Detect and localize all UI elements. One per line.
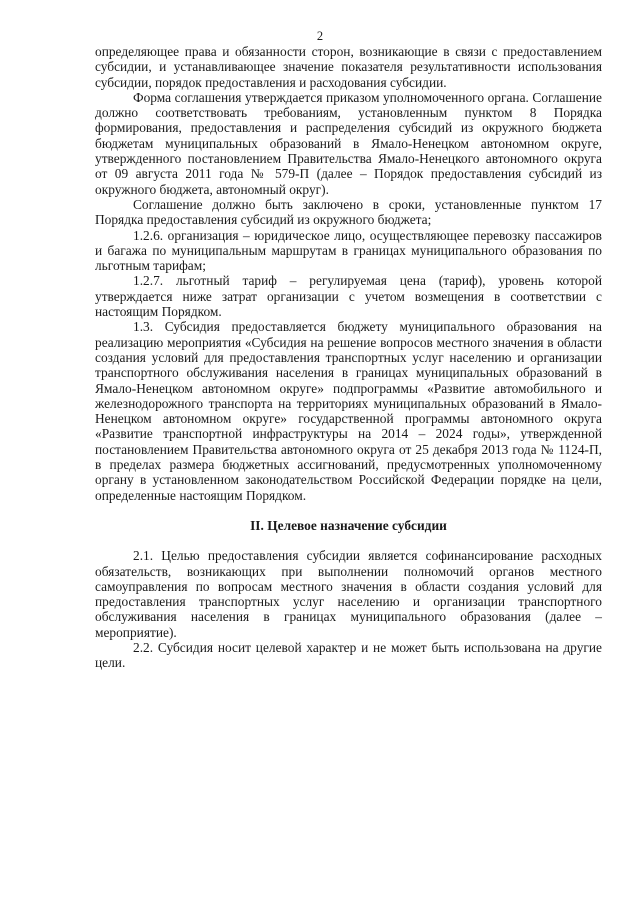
paragraph-agreement-definition: определяющее права и обязанности сторон, возникающие в связи с предоставлением субсидии, и устанавливающее значение показателя результативности использования субсидии, порядок предоставления и расходования субсидии. [95, 44, 602, 90]
paragraph-1-2-6: 1.2.6. организация – юридическое лицо, осуществляющее перевозку пассажиров и багажа по муниципальным маршрутам в границах муниципального образования по льготным тарифам; [95, 227, 602, 274]
paragraph-1-3: 1.3. Субсидия предоставляется бюджету муниципального образования на реализацию мероприятия «Субсидия на решение вопросов местного значения в области создания условий для предоставления транспортных услуг населению и организации транспортного обслуживания населения в границах муниципальных образований в Ямало-Ненецком автономном округе» подпрограммы «Развитие автомобильного и железнодорожного транспорта на территориях муниципальных образований в Ямало-Ненецком автономном округе» государственной программы автономного округа «Развитие транспортной инфраструктуры на 2014 – 2024 годы», утвержденной постановлением Правительства автономного округа от 25 декабря 2013 года № 1124-П, в пределах размера бюджетных ассигнований, предусмотренных уполномоченному органу в установленном законодательством Российской Федерации порядке на цели, определенные настоящим Порядком. [95, 319, 602, 503]
page-number: 2 [316, 29, 324, 43]
paragraph-agreement-deadline: Соглашение должно быть заключено в сроки, установленные пунктом 17 Порядка предоставления субсидий из окружного бюджета; [95, 196, 602, 228]
paragraph-1-2-7: 1.2.7. льготный тариф – регулируемая цена (тариф), уровень которой утверждается ниже затрат организации с учетом возмещения в соответствии с настоящим Порядком. [95, 273, 602, 320]
section-heading-purpose: II. Целевое назначение субсидии [250, 517, 447, 533]
paragraph-2-2: 2.2. Субсидия носит целевой характер и не может быть использована на другие цели. [95, 639, 602, 671]
document-body [95, 44, 602, 671]
paragraph-2-1: 2.1. Целью предоставления субсидии является софинансирование расходных обязательств, возникающих при выполнении полномочий органов местного самоуправления по вопросам местного значения в области создания условий для предоставления транспортных услуг населению и организации транспортного обслуживания населения в границах муниципального образования (далее – мероприятие). [95, 548, 602, 640]
paragraph-agreement-form: Форма соглашения утверждается приказом уполномоченного органа. Соглашение должно соответствовать требованиям, установленным пунктом 8 Порядка формирования, предоставления и распределения субсидий из окружного бюджета бюджетам муниципальных образований в Ямало-Ненецком автономном округе, утвержденного постановлением Правительства Ямало-Ненецкого автономного округа от 09 августа 2011 года № 579-П (далее – Порядок предоставления субсидий из окружного бюджета, автономный округ). [95, 89, 602, 197]
